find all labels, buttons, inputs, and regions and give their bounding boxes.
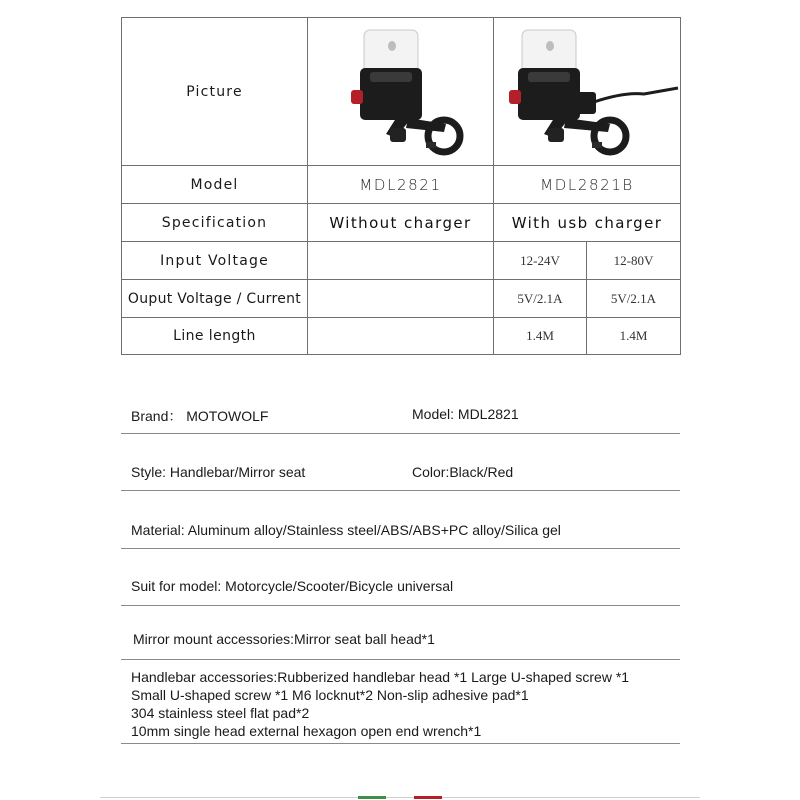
handlebar-line: Small U-shaped screw *1 M6 locknut*2 Non-slip adhesive pad*1	[131, 687, 529, 703]
line-length-a: 1.4M	[494, 318, 587, 355]
material-text: Material: Aluminum alloy/Stainless steel/ABS/ABS+PC alloy/Silica gel	[131, 522, 561, 538]
model-mdl2821: MDL2821	[308, 166, 494, 204]
phone-mount-usb-image	[494, 22, 680, 162]
label-output: Ouput Voltage / Current	[122, 280, 308, 318]
mirror-accessories-text: Mirror mount accessories:Mirror seat ball head*1	[133, 631, 435, 647]
table-row-picture	[122, 18, 681, 166]
decor-mark-green	[358, 796, 386, 799]
input-voltage-a: 12-24V	[494, 242, 587, 280]
divider	[121, 490, 680, 491]
model-text: Model: MDL2821	[412, 406, 519, 422]
phone-mount-image	[326, 22, 476, 162]
table-row-output	[122, 280, 681, 318]
divider	[121, 743, 680, 744]
label-specification: Specification	[122, 204, 308, 242]
divider	[121, 548, 680, 549]
input-voltage-b: 12-80V	[587, 242, 681, 280]
output-b: 5V/2.1A	[587, 280, 681, 318]
color-text: Color:Black/Red	[412, 464, 514, 480]
output-mdl2821	[308, 280, 494, 318]
table-row-input-voltage	[122, 242, 681, 280]
divider	[121, 433, 680, 434]
model-mdl2821b: MDL2821B	[494, 166, 681, 204]
handlebar-line: Handlebar accessories:Rubberized handlebar head *1 Large U-shaped screw *1	[131, 669, 630, 685]
bottom-divider	[100, 797, 700, 798]
line-length-mdl2821	[308, 318, 494, 355]
brand-text: Brand： MOTOWOLF	[131, 408, 269, 424]
decor-mark-red	[414, 796, 442, 799]
label-picture: Picture	[122, 18, 308, 166]
product-image-mdl2821b	[494, 18, 681, 166]
label-input-voltage: Input Voltage	[122, 242, 308, 280]
divider	[121, 605, 680, 606]
spec-table	[121, 17, 681, 355]
handlebar-line: 304 stainless steel flat pad*2	[131, 705, 310, 721]
table-row-line-length	[122, 318, 681, 355]
spec-mdl2821b: With usb charger	[494, 204, 681, 242]
style-text: Style: Handlebar/Mirror seat	[131, 464, 306, 480]
label-model: Model	[122, 166, 308, 204]
handlebar-line: 10mm single head external hexagon open end wrench*1	[131, 723, 482, 739]
product-image-mdl2821	[308, 18, 494, 166]
output-a: 5V/2.1A	[494, 280, 587, 318]
line-length-b: 1.4M	[587, 318, 681, 355]
suit-text: Suit for model: Motorcycle/Scooter/Bicycle universal	[131, 578, 454, 594]
table-row-specification	[122, 204, 681, 242]
spec-mdl2821: Without charger	[308, 204, 494, 242]
divider	[121, 659, 680, 660]
input-voltage-mdl2821	[308, 242, 494, 280]
table-row-model	[122, 166, 681, 204]
label-line-length: Line length	[122, 318, 308, 355]
handlebar-accessories	[131, 668, 629, 740]
